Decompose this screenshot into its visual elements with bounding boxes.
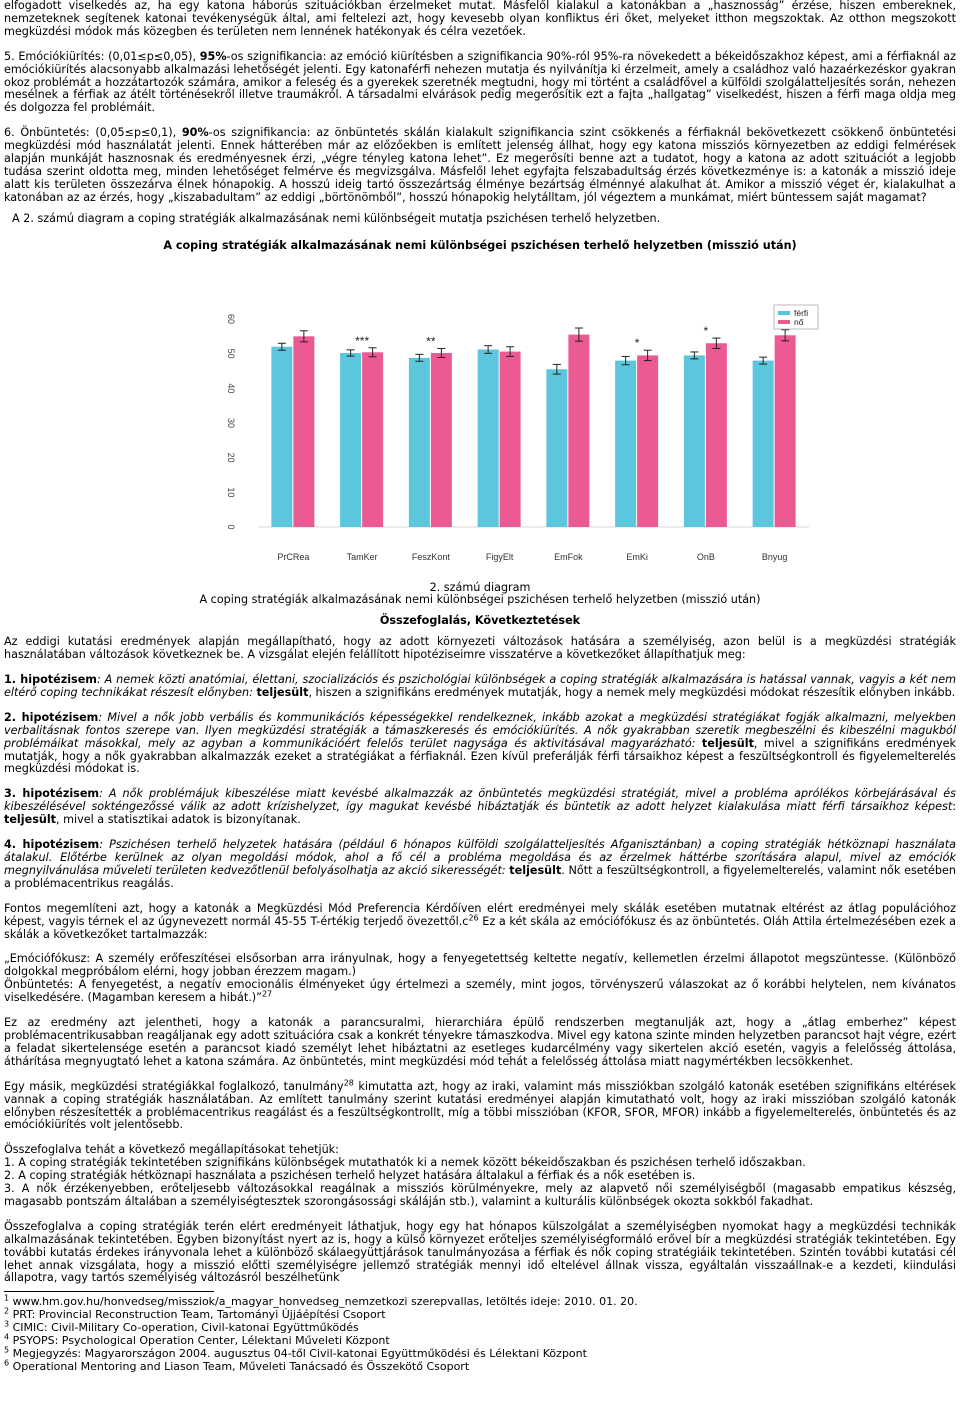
quote-self-punishment [4,979,956,1005]
h4-text: : Pszichésen terhelő helyzetek hatására (például 6 hónapos külföldi szolgálatteljesítés Afganisztánban) a coping stratégiák hétköznapi használata átalakul. Előtérbe kerülnek az olyan megoldási módok, ahol a fő cél a probléma megoldása és az érzelmek háttérbe szorítására alapul, mivel az emóciók megnyilvánulása műveleti területen kedvezőtlenül befolyásolhatja az akció sikerességét: [4,838,956,877]
significance-mark-OnB: * [703,323,709,338]
figure-caption [4,582,956,608]
hypothesis-3: 3. hipotézisem: A nők problémájuk kibeszélése miatt kevésbé alkalmazzák az önbüntetés megküzdési stratégiát, mivel a probléma aprólékos körbejárásával és kibeszélésével sokténgezőssé válik az adott krízishelyzet, így magukat kevésbé hibáztatják és büntetik az adott helyzet kialakulása miatt férfi társaikhoz képest: teljesült, mivel a statisztikai adatok is bizonyítanak. [4,787,956,827]
h2-label: 2. hipotézisem [4,710,99,724]
h3-text: : A nők problémájuk kibeszélése miatt kevésbé alkalmazzák az önbüntetés megküzdési stratégiát, mivel a probléma aprólékos körbejárásával és kibeszélésével sokténgezőssé válik az adott krízishelyzet, így magukat kevésbé hibáztatják és büntetik az adott helyzet kialakulása miatt férfi társaikhoz képest [4,787,956,814]
x-tick-label-FigyElt: FigyElt [485,551,514,562]
bar-nő-Bnyug [775,335,796,527]
summary-list-item-1: 1. A coping stratégiák tekintetében szignifikáns különbségek mutathatók ki a nemek között békeidőszakban és pszichésen terhelő időszakban. [4,1156,806,1170]
bar-nő-EmFok [568,334,589,526]
quote-emotion-focus: „Emóciófókusz: A személy erőfeszítései elsősorban arra irányulnak, hogy a fenyegetettség keltette negatív, kellemetlen érzelmi állapotot megszüntesse. (Különböző dolgokkal megpróbálom elérni, hogy jobban érezzem magam.) [4,952,956,979]
h1-label: 1. hipotézisem [4,673,97,687]
p6-rest: -os szignifikancia: az önbüntetés skálán kialakult szignifikancia szint csökkenés a férfiaknál bekövetkezett csökkenő önbüntetési megküzdési mód használatát jelenti. Ennek hátterében már az előzőekben is említett jelenség állhat, hogy egy katona missziós környezetben az eddigi felmérések alapján munkáját hasznosnak és eredményesnek érzi, „végre tényleg katona lehet”. Ez megerősíti benne azt a tudatot, hogy a katona az adott szituációt a legjobb tudása szerint oldotta meg, minden lehetőséget felmérve és megvizsgálva. Másfelől lehet egyfajta felszabadultság érzés következménye is: a katonák a misszió ideje alatt kis területen összezárva élnek hónapokig. A hosszú ideig tartó összezártság élménye bezártság élménnyé alakulhat át. Amikor a misszió véget ér, kialakulhat a katonában az az érzés, hogy „kiszabadultam” az eddigi „börtönömből”, hosszú hónapokig helytálltam, jól végeztem a munkámat, miért büntessem saját magamat? [4,126,956,204]
figure-caption-text: A coping stratégiák alkalmazásának nemi különbségei pszichésen terhelő helyzetben (misszió után) [199,593,761,607]
h4-label: 4. hipotézisem [4,838,100,852]
paragraph-other-study [4,1077,956,1133]
h2-rest: , mivel a szignifikáns eredmények mutatják, hogy a nők gyakrabban alkalmazzák ezeket a stratégiákat a férfiaknál. Ezen kívül preferálják férfi társaikhoz képest a feszültségkontroll és figyelemelterelés megküzdési módokat is. [4,736,957,776]
h4-verdict: teljesült [509,863,562,877]
chart-heading: A coping stratégiák alkalmazásának nemi különbségei pszichésen terhelő helyzetben (misszió után) [163,238,797,252]
x-tick-label-TamKer: TamKer [346,551,378,562]
footnote-text: Megjegyzés: Magyarországon 2004. augusztus 04-től Civil-katonai Együttműködési és Lélektani Központ [9,1347,587,1360]
y-tick-label: 50 [226,348,236,359]
y-tick-label: 20 [226,452,236,463]
bar-chart [4,257,956,579]
chart-container [4,257,956,579]
p6-lead: 6. Önbüntetés: (0,05≤p≤0,1), [4,126,182,140]
bar-nő-EmKi [637,355,658,527]
footnote-num: 5 [4,1345,10,1355]
footnote-text: PRT: Provincial Reconstruction Team, Tartományi Újjáépítési Csoport [9,1308,386,1322]
bar-nő-FigyElt [500,351,521,526]
bar-férfi-EmFok [546,369,567,527]
legend-label-férfi: férfi [794,307,809,318]
quote2-text: Önbüntetés: A fenyegetést, a negatív emocionális élményeket úgy értelmezi a személy, mint jogos, törvényszerű válaszokat az ő korábbi helytelen, nem kívánatos viselkedésére. (Magamban keresem a hibát.)” [4,978,956,1005]
masik-rest: kimutatta azt, hogy az iraki, valamint más missziókban szolgáló katonák esetében szignifikáns eltérések vannak a coping stratégiák használatában. Az említett tanulmány szerint kutatási eredményei alapján kimutatható volt, hogy az iraki misszióban szolgáló katonák előnyben részesítették a problémacentrikus reagálást és a feszültségkontrollt, míg a többi misszióban (KFOR, SFOR, MFOR) inkább a figyelemelterelés, önbüntetés és az emóciókiürítés volt jelentősebb. [4,1079,956,1132]
paragraph-fontos [4,903,956,942]
footnote-num: 4 [4,1332,10,1342]
p5-lead: 5. Emóciókiürítés: (0,01≤p≤0,05), [4,49,200,63]
paragraph-emotion-release [4,51,956,116]
h3-verdict: teljesült [4,813,56,827]
footnote-ref-27[interactable]: 27 [261,989,273,999]
footnotes [4,1293,956,1373]
h1-rest: , hiszen a szignifikáns eredmények mutatják, hogy a nemek mely megküzdési módokat részesítik előnyben inkább. [308,685,956,699]
p5-rest: -os szignifikancia: az emóció kiürítésben a szignifikancia 90%-ról 95%-ra növekedett a békeidőszakhoz képest, ami a férfiaknál az emóciókiürítés alacsonyabb alkalmazási lehetőségét jelenti. Egy katonaférfi nehezen mutatja és nyilvánítja ki érzelmeit, amely a családhoz való hazaérkezéskor gyakran okoz problémát a hozzátartozók számára, amikor a feleség és a gyerekek szeretnék megtudni, hogy mi történt a családfővel a külföldi szolgálatteljesítés során, nehezen mesélnek a férfiak az átélt történésekről illetve traumákról. A társadalmi elvárások pedig megerősítik ezt a fajta „hallgatag” viselkedést, hiszen a férfi maga oldja meg és dolgozza fel problémáit. [4,49,957,115]
y-tick-label: 10 [226,486,236,497]
bar-férfi-Bnyug [753,360,774,526]
x-tick-label-Bnyug: Bnyug [761,551,788,562]
masik-text: Egy másik, megküzdési stratégiákkal foglalkozó, tanulmány [4,1079,344,1093]
footnote-6 [4,1358,956,1374]
significance-mark-EmKi: * [634,335,640,350]
bar-férfi-OnB [684,355,705,527]
bar-nő-FeszKont [431,352,452,526]
paragraph-top: elfogadott viselkedés az, ha egy katona háborús szituációkban érzelmeket mutat. Másfelől kialakul a katonákban a „hasznosság” érzése, hiszen embereknek, nemzeteknek segítenek katonai tevékenységük által, ami feltelezi azt, hogy kevesebb olyan konfliktus éri őket, melyeket itthon megszoktak. Az otthon megszokott megküzdési módok más közegben és területen nem lennének hatékonyak és célra vezetőek. [4,0,956,38]
h2-verdict: teljesült [701,736,754,750]
footnote-ref-28[interactable]: 28 [343,1077,354,1087]
y-tick-label: 40 [226,382,236,393]
h4-rest: . Nőtt a feszültségkontroll, a figyelemelterelés, valamint nők esetében a problémacentrikus reagálás. [4,863,957,890]
paragraph-final: Összefoglalva a coping stratégiák terén elért eredményeit láthatjuk, hogy egy hat hónapos külszolgálat a személyiségben nyomokat hagy a megküzdési technikák alkalmazásának tekintetében. Egyben bizonyítást nyert az is, hogy a külső környezet erőteljes személyiségformáló erővel bír a megküzdési stratégiák tekintetében. Egy további kutatás érdekes irányvonala lehet a különböző skálaegyüttjárások tanulmányozása a férfiak és nők coping stratégiáik tekintetében. Szintén további kutatási cél lehet annak vizsgálata, hogy a misszió előtti személyiségre jellemző stratégiák mennyi idő eltelével állnak vissza, egyáltalán visszaállnak-e a kezdeti, kiindulási állapotra, vagy tartós személyiség változásról beszélhetünk [4,1219,956,1285]
bar-nő-TamKer [362,352,383,527]
bar-férfi-FeszKont [409,357,430,526]
footnote-divider [4,1291,214,1292]
fontos-rest: Ez a két skála az emóciófókusz és az önbüntetés. Oláh Attila értelmezésében ezek a skálák a következőket tartalmazzák: [4,914,956,941]
hypothesis-1 [4,674,956,700]
h2-text: : Mivel a nők jobb verbális és kommunikációs képességekkel rendelkeznek, inkább azokat a megküzdési stratégiákat fogják alkalmazni, melyekben verbalitásnak fontos szerepe van. Ilyen megküzdési stratégiák a támaszkeresés és emóciókiürítés. A nők gyakrabban szeretik megbeszélni és kibeszélni magukból problémáikat másokkal, mely az agyban a kommunikációért felelős terület nagysága és aktivitásával magyarázható: [4,710,956,750]
significance-mark-FeszKont: ** [426,333,436,348]
footnote-text: PSYOPS: Psychological Operation Center, Lélektani Műveleti Központ [9,1334,390,1348]
x-tick-label-OnB: OnB [696,551,715,562]
paragraph-summary: Az eddigi kutatási eredmények alapján megállapítható, hogy az adott környezeti változások hatására a személyiség, azon belül is a megküzdési stratégiák használatában változások következnek be. A vizsgálat elején felállított hipotéziseimre visszatérve a következőket állapíthatjuk meg: [4,635,956,662]
bar-nő-OnB [706,343,727,527]
bar-férfi-TamKer [340,352,361,526]
legend-label-nő: nő [794,316,804,327]
figure-caption-number: 2. számú diagram [429,580,531,594]
bar-nő-PrCRea [293,336,314,527]
y-tick-label: 0 [226,523,236,530]
fontos-text: Fontos megemlíteni azt, hogy a katonák a Megküzdési Mód Preferencia Kérdőíven elért eredményei mely skálák esetében mutatnak eltérést az átlag populációhoz képest, vagyis térnek el az úgynevezett normál 45-55 T-értékig terjedő övezettől.c [4,901,956,928]
h3-label: 3. hipotézisem [4,787,100,801]
h3-rest: , mivel a statisztikai adatok is bizonyítanak. [56,813,301,827]
footnote-num: 6 [4,1358,10,1368]
summary-list-item-2: 2. A coping stratégiák hétköznapi használata a pszichésen terhelő helyzet hatására általakul a férfiak és a nők esetében is. [4,1169,696,1183]
hypothesis-2 [4,712,956,777]
p5-bold: 95% [199,49,227,63]
paragraph-result-meaning: Ez az eredmény azt jelentheti, hogy a katonák a parancsuralmi, hierarchiára épülő rendszerben megtanulják azt, hogy a „átlag emberhez” képest problémacentrikusabban reagáljanak egy adott szituációra csak a konkrét tényekre támaszkodva. Mivel egy katona szinte minden helyzetben parancsot hajt végre, ezért a feladat sikertelensége esetén a parancsot kiadó személyt lehet hibáztatni az esetleges kudarcélmény vagy sikertelen akció esetén, vagyis a felelősség áttolása, áthárítása megnyugtató lehet a katona számára. Az önbüntetés, mint megküzdési mód tehát a felelősség áttolása miatt nagymértékben lecsökkenhet. [4,1016,956,1068]
footnote-text: CIMIC: Civil-Military Co-operation, Civil-katonai Együttműködés [9,1321,359,1335]
bar-férfi-EmKi [615,360,636,526]
bar-férfi-FigyElt [478,349,499,526]
bar-férfi-PrCRea [271,346,292,526]
y-tick-label: 30 [226,417,236,428]
x-tick-label-FeszKont: FeszKont [411,551,450,562]
h1-text: : A nemek közti anatómiai, élettani, szocializációs és pszichológiai különbségek a coping stratégiák alkalmazására is hatással vannak, vagyis a két nem eltérő coping technikákat részesít előnyben: [4,673,957,699]
summary-heading: Összefoglalás, Következtetések [379,614,581,628]
h1-verdict: teljesült [256,685,309,699]
y-tick-label: 60 [226,313,236,324]
footnote-text: Operational Mentoring and Liason Team, Műveleti Tanácsadó és Összekötő Csoport [9,1359,470,1373]
figure-intro: A 2. számú diagram a coping stratégiák alkalmazásának nemi különbségeit mutatja pszichésen terhelő helyzetben. [12,211,661,225]
p6-bold: 90% [181,126,209,140]
footnote-num: 2 [4,1306,10,1316]
x-tick-label-EmKi: EmKi [626,551,648,562]
summary-lead: Összefoglalva tehát a következő megállapításokat tehetjük: [4,1143,339,1157]
footnote-text: www.hm.gov.hu/honvedseg/missziok/a_magyar_honvedseg_nemzetkozi szerepvallas, letöltés ideje: 2010. 01. 20. [9,1295,638,1309]
hypothesis-4 [4,839,956,891]
x-tick-label-EmFok: EmFok [554,551,583,562]
footnote-ref-26[interactable]: 26 [468,912,479,922]
x-tick-label-PrCRea: PrCRea [277,551,310,562]
footnote-num: 3 [4,1319,10,1329]
summary-list-item-3: 3. A nők érzékenyebben, erőteljesebb változásokkal reagálnak a missziós körülményekre, mely az alapvető női személyiségből (magasabb empatikus készség, magasabb pontszám általában a személyiségtesztek szorongásossági skáláján stb.), valamint a kulturális különbségek okozta sokkból fakadhat. [4,1182,956,1208]
paragraph-self-punishment [4,127,956,204]
footnote-num: 1 [4,1293,10,1303]
significance-mark-TamKer: *** [355,333,370,348]
